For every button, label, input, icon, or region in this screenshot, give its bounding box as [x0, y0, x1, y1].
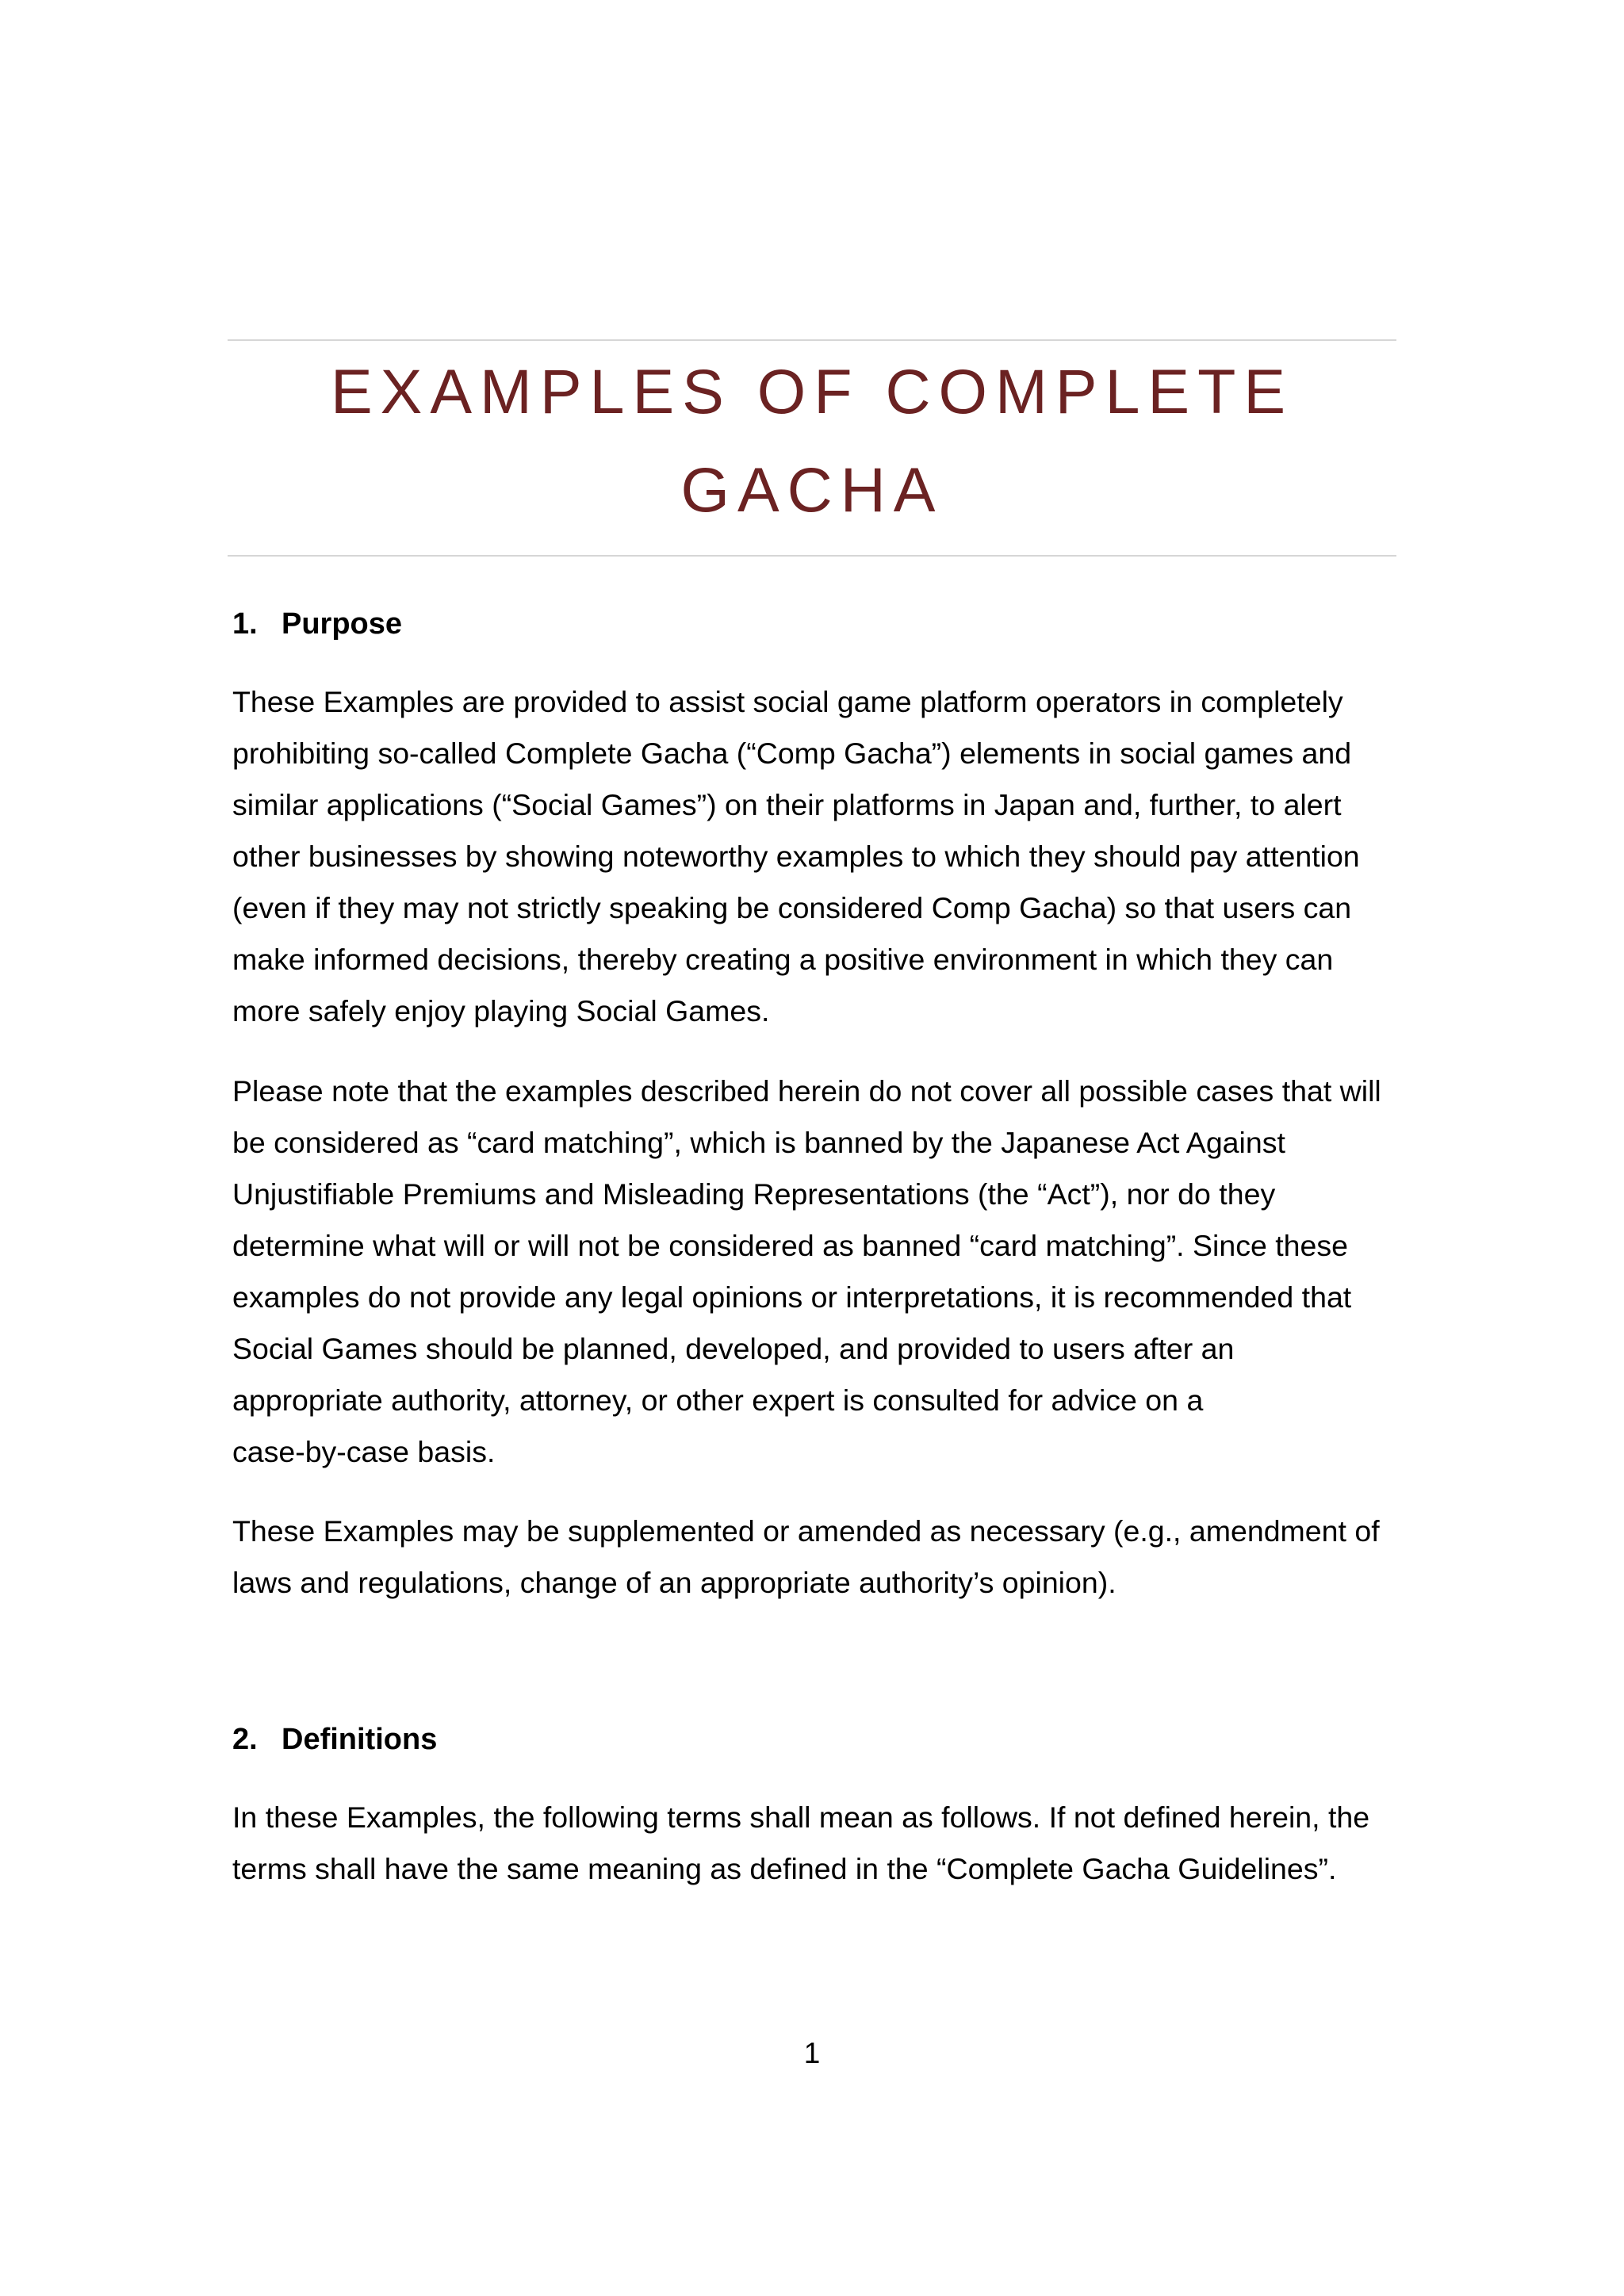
- title-line-2: GACHA: [680, 454, 944, 525]
- text-line: These Examples may be supplemented or amended as necessary (e.g., amendment of: [232, 1514, 1380, 1548]
- text-line: case-by-case basis.: [232, 1435, 496, 1468]
- text-line: Please note that the examples described herein do not cover all possible cases that will: [232, 1074, 1381, 1108]
- text-line: Unjustifiable Premiums and Misleading Representations (the “Act”), nor do they: [232, 1177, 1276, 1211]
- section-heading-definitions: [232, 1720, 437, 1759]
- section-title: Purpose: [282, 607, 403, 641]
- text-line: examples do not provide any legal opinions or interpretations, it is recommended that: [232, 1280, 1352, 1314]
- text-line: appropriate authority, attorney, or other expert is consulted for advice on a: [232, 1383, 1204, 1417]
- text-line: be considered as “card matching”, which is banned by the Japanese Act Against: [232, 1126, 1285, 1159]
- text-line: (even if they may not strictly speaking be considered Comp Gacha) so that users can: [232, 891, 1352, 924]
- text-line: laws and regulations, change of an appropriate authority’s opinion).: [232, 1566, 1116, 1599]
- section-number: 2.: [232, 1723, 258, 1756]
- page-number: 1: [803, 2037, 821, 2069]
- text-line: more safely enjoy playing Social Games.: [232, 994, 770, 1027]
- text-line: terms shall have the same meaning as defined in the “Complete Gacha Guidelines”.: [232, 1852, 1337, 1885]
- document-title: [228, 342, 1396, 539]
- text-line: prohibiting so-called Complete Gacha (“Comp Gacha”) elements in social games and: [232, 737, 1352, 770]
- text-line: make informed decisions, thereby creating a positive environment in which they can: [232, 943, 1334, 976]
- paragraph-purpose-1: [232, 676, 1406, 1037]
- text-line: determine what will or will not be considered as banned “card matching”. Since these: [232, 1229, 1348, 1262]
- text-line: Social Games should be planned, developed, and provided to users after an: [232, 1332, 1235, 1365]
- text-line: In these Examples, the following terms shall mean as follows. If not defined herein, the: [232, 1800, 1370, 1834]
- text-line: These Examples are provided to assist social game platform operators in completely: [232, 685, 1343, 718]
- text-line: other businesses by showing noteworthy examples to which they should pay attention: [232, 840, 1360, 873]
- section-heading-purpose: [232, 604, 402, 644]
- section-title: Definitions: [282, 1723, 438, 1756]
- title-bottom-rule: [228, 555, 1396, 557]
- paragraph-purpose-3: [232, 1506, 1406, 1609]
- text-line: similar applications (“Social Games”) on their platforms in Japan and, further, to alert: [232, 788, 1342, 821]
- paragraph-purpose-2: [232, 1066, 1406, 1478]
- title-line-1: EXAMPLES OF COMPLETE: [330, 356, 1294, 427]
- section-number: 1.: [232, 607, 258, 641]
- paragraph-definitions-1: [232, 1792, 1406, 1895]
- title-top-rule: [228, 339, 1396, 341]
